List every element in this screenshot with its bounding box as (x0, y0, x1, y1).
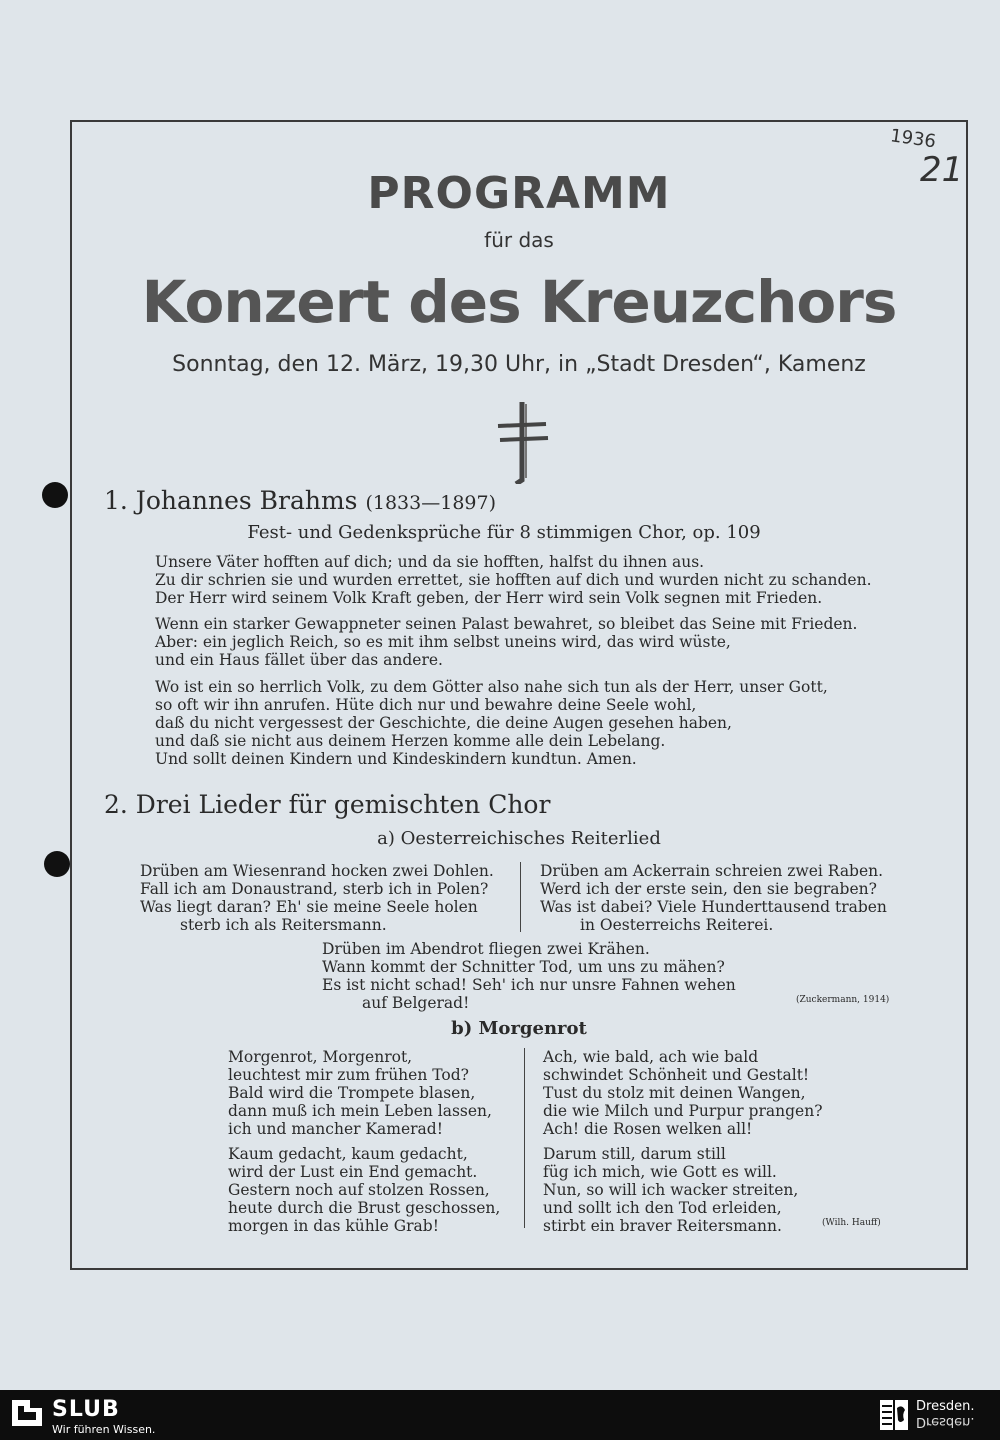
handwritten-number: 21 (920, 150, 964, 190)
song-b-left-verse-1 (228, 1048, 492, 1138)
verse-line: füg ich mich, wie Gott es will. (543, 1163, 777, 1181)
concert-title: Konzert des Kreuzchors (141, 268, 897, 336)
text-paragraph (155, 615, 857, 669)
text-line: und ein Haus fället über das andere. (155, 651, 443, 669)
concert-date-location: Sonntag, den 12. März, 19,30 Uhr, in „Stadt Dresden“, Kamenz (172, 352, 866, 377)
text-paragraph (155, 678, 828, 768)
column-divider (520, 862, 521, 932)
programm-heading: PROGRAMM (367, 168, 671, 219)
verse-line: dann muß ich mein Leben lassen, (228, 1102, 492, 1120)
text-paragraph (155, 553, 872, 607)
composer-name: 1. Johannes Brahms (104, 486, 358, 515)
slub-tagline: Wir führen Wissen. (52, 1423, 156, 1436)
verse-line: wird der Lust ein End gemacht. (228, 1163, 478, 1181)
verse-line: Nun, so will ich wacker streiten, (543, 1181, 799, 1199)
dresden-wordmark-mirror: Dresden. (916, 1414, 975, 1429)
slub-brand-text[interactable]: SLUB (52, 1397, 120, 1422)
verse-line: Ach, wie bald, ach wie bald (543, 1048, 759, 1066)
punch-hole (42, 482, 68, 508)
dresden-coat-of-arms-icon[interactable] (878, 1398, 910, 1432)
column-divider (524, 1048, 525, 1228)
verse-line: schwindet Schönheit und Gestalt! (543, 1066, 810, 1084)
verse-line: ich und mancher Kamerad! (228, 1120, 443, 1138)
verse-line: morgen in das kühle Grab! (228, 1217, 439, 1235)
slub-logo-icon[interactable] (10, 1398, 44, 1428)
verse-line: Kaum gedacht, kaum gedacht, (228, 1145, 468, 1163)
song-a-credit: (Zuckermann, 1914) (796, 995, 890, 1005)
song-a-right-verse (540, 862, 887, 934)
verse-line: Drüben im Abendrot fliegen zwei Krähen. (322, 940, 650, 958)
verse-line: Drüben am Ackerrain schreien zwei Raben. (540, 862, 884, 880)
verse-line: Was liegt daran? Eh' sie meine Seele holen (140, 898, 478, 916)
verse-line: die wie Milch und Purpur prangen? (543, 1102, 823, 1120)
song-b-title: b) Morgenrot (451, 1018, 587, 1039)
verse-line: Gestern noch auf stolzen Rossen, (228, 1181, 490, 1199)
verse-line: Tust du stolz mit deinen Wangen, (543, 1084, 806, 1102)
footer-bar (0, 1390, 1000, 1440)
verse-line: heute durch die Brust geschossen, (228, 1199, 501, 1217)
verse-line: auf Belgerad! (362, 994, 470, 1012)
verse-line: Es ist nicht schad! Seh' ich nur unsre Fahnen wehen (322, 976, 736, 994)
text-line: Wenn ein starker Gewappneter seinen Palast bewahret, so bleibet das Seine mit Frieden. (155, 615, 858, 633)
handwritten-year: 1936 (888, 125, 938, 153)
section-1-subheading: Fest- und Gedenksprüche für 8 stimmigen Chor, op. 109 (247, 522, 761, 543)
verse-line: in Oesterreichs Reiterei. (580, 916, 774, 934)
cross-icon (492, 400, 552, 484)
fuer-das-text: für das (484, 228, 554, 252)
text-line: daß du nicht vergessest der Geschichte, die deine Augen gesehen haben, (155, 714, 732, 732)
text-line: so oft wir ihn anrufen. Hüte dich nur und bewahre deine Seele wohl, (155, 696, 697, 714)
verse-line: leuchtest mir zum frühen Tod? (228, 1066, 469, 1084)
verse-line: Was ist dabei? Viele Hunderttausend traben (540, 898, 887, 916)
verse-line: stirbt ein braver Reitersmann. (543, 1217, 782, 1235)
text-line: und daß sie nicht aus deinem Herzen komme alle dein Lebelang. (155, 732, 666, 750)
verse-line: Drüben am Wiesenrand hocken zwei Dohlen. (140, 862, 494, 880)
song-b-right-verse-2 (543, 1145, 798, 1235)
text-line: Unsere Väter hofften auf dich; und da sie hofften, halfst du ihnen aus. (155, 553, 705, 571)
dresden-partner-logo[interactable] (916, 1399, 974, 1429)
verse-line: Morgenrot, Morgenrot, (228, 1048, 413, 1066)
verse-line: und sollt ich den Tod erleiden, (543, 1199, 782, 1217)
verse-line: Wann kommt der Schnitter Tod, um uns zu mähen? (322, 958, 725, 976)
text-line: Wo ist ein so herrlich Volk, zu dem Götter also nahe sich tun als der Herr, unser Gott, (155, 678, 828, 696)
song-a-center-verse (322, 940, 736, 1012)
text-line: Der Herr wird seinem Volk Kraft geben, der Herr wird sein Volk segnen mit Frieden. (155, 589, 823, 607)
composer-years: (1833—1897) (365, 492, 497, 514)
verse-line: Fall ich am Donaustrand, sterb ich in Polen? (140, 880, 489, 898)
punch-hole (44, 851, 70, 877)
section-2-heading: 2. Drei Lieder für gemischten Chor (104, 790, 551, 819)
text-line: Aber: ein jeglich Reich, so es mit ihm selbst uneins wird, das wird wüste, (155, 633, 731, 651)
section-1-heading (104, 486, 496, 515)
song-b-left-verse-2 (228, 1145, 500, 1235)
text-line: Zu dir schrien sie und wurden errettet, sie hofften auf dich und wurden nicht zu schanden. (155, 571, 872, 589)
verse-line: sterb ich als Reitersmann. (180, 916, 387, 934)
verse-line: Darum still, darum still (543, 1145, 726, 1163)
text-line: Und sollt deinen Kindern und Kindeskindern kundtun. Amen. (155, 750, 637, 768)
song-b-right-verse-1 (543, 1048, 823, 1138)
song-b-credit: (Wilh. Hauff) (822, 1218, 881, 1228)
verse-line: Ach! die Rosen welken all! (543, 1120, 753, 1138)
song-a-left-verse (140, 862, 494, 934)
verse-line: Bald wird die Trompete blasen, (228, 1084, 476, 1102)
dresden-wordmark: Dresden. (916, 1399, 975, 1414)
song-a-title: a) Oesterreichisches Reiterlied (377, 828, 661, 849)
verse-line: Werd ich der erste sein, den sie begraben? (540, 880, 877, 898)
